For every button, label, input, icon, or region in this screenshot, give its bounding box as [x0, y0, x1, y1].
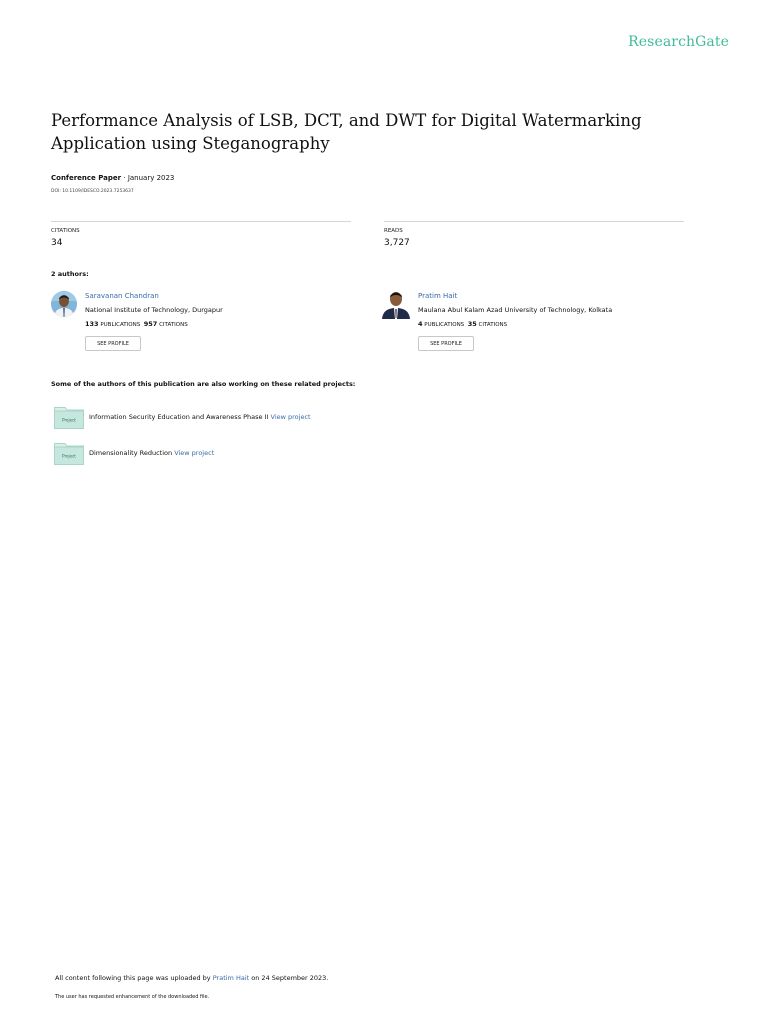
see-profile-button-saravanan[interactable]: SEE PROFILE: [85, 336, 141, 351]
author-avatar-saravanan[interactable]: [51, 291, 77, 317]
author-name-saravanan[interactable]: Saravanan Chandran: [85, 292, 159, 300]
authors-label: 2 authors:: [51, 270, 89, 278]
paper-title: Performance Analysis of LSB, DCT, and DWT for Digital Watermarking Application using Steganography: [51, 111, 642, 153]
paper-meta: [51, 174, 174, 182]
citations-label: CITATIONS: [51, 228, 80, 234]
related-projects-heading: Some of the authors of this publication are also working on these related projects:: [51, 380, 356, 388]
author-publications-count: 4: [418, 320, 423, 328]
uploader-link[interactable]: Pratim Hait: [212, 974, 250, 982]
project-folder-icon: [54, 405, 84, 429]
view-project-link[interactable]: View project: [270, 413, 311, 421]
reads-count: 3,727: [384, 238, 410, 248]
project-name: Information Security Education and Awareness Phase II: [89, 413, 269, 421]
author-institution-pratim: Maulana Abul Kalam Azad University of Technology, Kolkata: [418, 306, 613, 314]
project-folder-label: Project: [62, 417, 76, 423]
project-item: [89, 413, 311, 421]
reads-label: READS: [384, 228, 403, 234]
enhancement-note: The user has requested enhancement of the downloaded file.: [55, 994, 210, 1000]
researchgate-logo[interactable]: ResearchGate: [628, 34, 729, 50]
author-avatar-pratim[interactable]: [381, 288, 411, 319]
author-publications-label: PUBLICATIONS: [424, 322, 465, 328]
paper-doi: DOI: 10.1109/IDESCO.2023.7253637: [51, 189, 134, 194]
citations-divider: [51, 221, 351, 222]
project-name: Dimensionality Reduction: [89, 449, 173, 457]
upload-prefix: All content following this page was uploaded by: [55, 974, 211, 982]
author-citations-count: 957: [143, 320, 158, 328]
author-publications-count: 133: [85, 320, 99, 328]
see-profile-button-pratim[interactable]: SEE PROFILE: [418, 336, 474, 351]
upload-suffix: on 24 September 2023.: [251, 974, 329, 982]
project-item: [89, 449, 214, 457]
author-stats-saravanan: [85, 320, 188, 328]
paper-type: Conference Paper: [51, 174, 122, 182]
author-institution-saravanan: National Institute of Technology, Durgapur: [85, 306, 223, 314]
author-publications-label: PUBLICATIONS: [100, 322, 141, 328]
paper-date: January 2023: [127, 174, 175, 182]
meta-separator: ·: [121, 174, 128, 182]
view-project-link[interactable]: View project: [174, 449, 215, 457]
reads-divider: [384, 221, 684, 222]
project-folder-label: Project: [62, 453, 76, 459]
author-citations-label: CITATIONS: [478, 322, 508, 328]
upload-notice: [55, 974, 328, 982]
project-folder-icon: [54, 441, 84, 465]
citations-count: 34: [51, 238, 63, 248]
author-name-pratim[interactable]: Pratim Hait: [418, 292, 458, 300]
author-stats-pratim: [418, 320, 507, 328]
author-citations-label: CITATIONS: [159, 322, 188, 328]
author-citations-count: 35: [467, 320, 477, 328]
